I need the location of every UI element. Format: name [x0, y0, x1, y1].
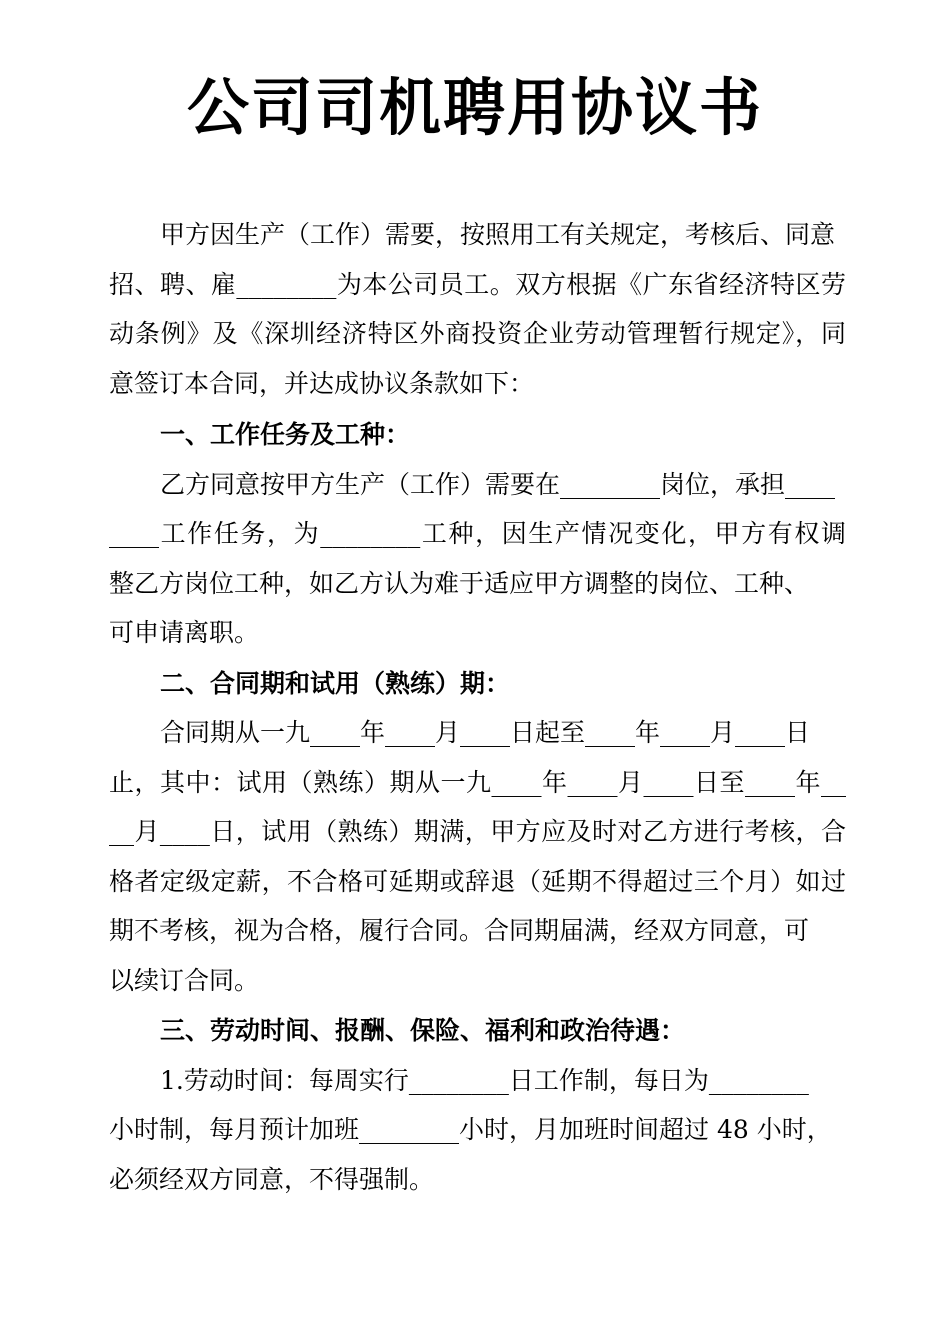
- paragraph-line: ____工作任务，为________工种，因生产情况变化，甲方有权调: [109, 519, 846, 548]
- paragraph-line: 可申请离职。: [109, 618, 260, 647]
- paragraph-line: 意签订本合同，并达成协议条款如下：: [109, 369, 535, 398]
- paragraph-line: 合同期从一九____年____月____日起至____年____月____日: [160, 718, 811, 747]
- paragraph-line: 以续订合同。: [109, 966, 260, 995]
- paragraph-line: 整乙方岗位工种，如乙方认为难于适应甲方调整的岗位、工种、: [109, 569, 810, 598]
- section-heading: 一、工作任务及工种：: [160, 420, 411, 449]
- paragraph-line: 招、聘、雇________为本公司员工。双方根据《广东省经济特区劳: [109, 270, 846, 299]
- section-heading: 三、劳动时间、报酬、保险、福利和政治待遇：: [160, 1016, 686, 1045]
- paragraph-line: 必须经双方同意，不得强制。: [109, 1165, 435, 1194]
- paragraph-line: 甲方因生产（工作）需要，按照用工有关规定，考核后、同意: [160, 220, 836, 249]
- paragraph-line: 止，其中：试用（熟练）期从一九____年____月____日至____年__: [109, 768, 846, 797]
- section-heading: 二、合同期和试用（熟练）期：: [160, 669, 511, 698]
- paragraph-line: __月____日，试用（熟练）期满，甲方应及时对乙方进行考核，合: [109, 817, 846, 846]
- paragraph-line: 动条例》及《深圳经济特区外商投资企业劳动管理暂行规定》，同: [109, 319, 846, 348]
- paragraph-line: 格者定级定薪，不合格可延期或辞退（延期不得超过三个月）如过: [109, 867, 846, 896]
- paragraph-line: 1.劳动时间：每周实行________日工作制，每日为________: [160, 1066, 809, 1095]
- document-title: 公司司机聘用协议书: [186, 71, 763, 144]
- paragraph-line: 小时制，每月预计加班________小时，月加班时间超过 48 小时，: [109, 1115, 832, 1144]
- paragraph-line: 期不考核，视为合格，履行合同。合同期届满，经双方同意，可: [109, 916, 810, 945]
- paragraph-line: 乙方同意按甲方生产（工作）需要在________岗位，承担____: [160, 470, 836, 499]
